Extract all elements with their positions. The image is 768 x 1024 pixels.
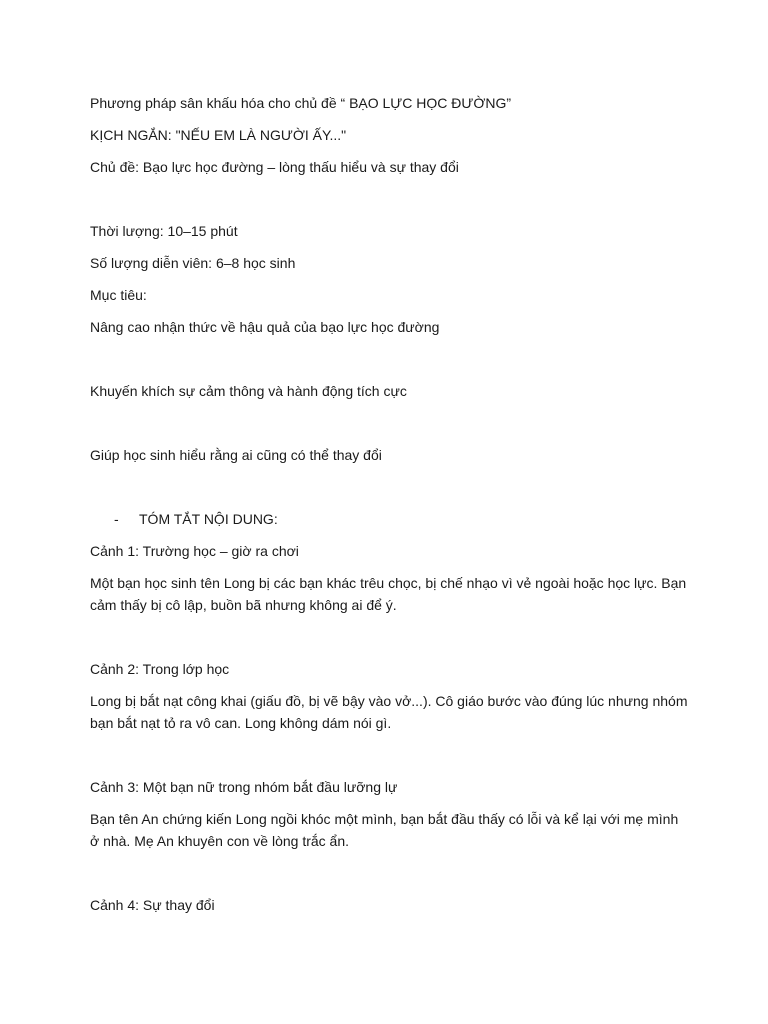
goal-item: Khuyến khích sự cảm thông và hành động tích cực	[90, 383, 407, 399]
scene-text: Bạn tên An chứng kiến Long ngồi khóc một mình, bạn bắt đầu thấy có lỗi và kể lại với mẹ mình ở nhà. Mẹ An khuyên con về lòng trắc ẩn.	[90, 811, 679, 849]
summary-label: TÓM TẮT NỘI DUNG:	[139, 511, 278, 527]
bullet-dash: -	[114, 511, 119, 527]
scene-title: Cảnh 2: Trong lớp học	[90, 661, 230, 677]
topic-line: Chủ đề: Bạo lực học đường – lòng thấu hiểu và sự thay đổi	[90, 159, 459, 175]
scene-title: Cảnh 3: Một bạn nữ trong nhóm bắt đầu lưỡng lự	[90, 779, 398, 795]
goal-item: Nâng cao nhận thức về hậu quả của bạo lực học đường	[90, 319, 440, 335]
play-title: KỊCH NGẮN: "NẾU EM LÀ NGƯỜI ẤY..."	[90, 127, 347, 143]
document-heading: Phương pháp sân khấu hóa cho chủ đề “ BẠO LỰC HỌC ĐƯỜNG”	[90, 95, 511, 111]
goal-item: Giúp học sinh hiểu rằng ai cũng có thể thay đổi	[90, 447, 382, 463]
scene-text: Long bị bắt nạt công khai (giấu đồ, bị vẽ bậy vào vở...). Cô giáo bước vào đúng lúc nhưng nhóm bạn bắt nạt tỏ ra vô can. Long không dám nói gì.	[90, 693, 688, 731]
cast-count-line: Số lượng diễn viên: 6–8 học sinh	[90, 255, 296, 271]
duration-line: Thời lượng: 10–15 phút	[90, 223, 238, 239]
goals-label: Mục tiêu:	[90, 287, 147, 303]
scene-text: Một bạn học sinh tên Long bị các bạn khác trêu chọc, bị chế nhạo vì vẻ ngoài hoặc học lực. Bạn cảm thấy bị cô lập, buồn bã nhưng không ai để ý.	[90, 575, 687, 613]
scene-title: Cảnh 4: Sự thay đổi	[90, 897, 215, 913]
scene-title: Cảnh 1: Trường học – giờ ra chơi	[90, 543, 299, 559]
